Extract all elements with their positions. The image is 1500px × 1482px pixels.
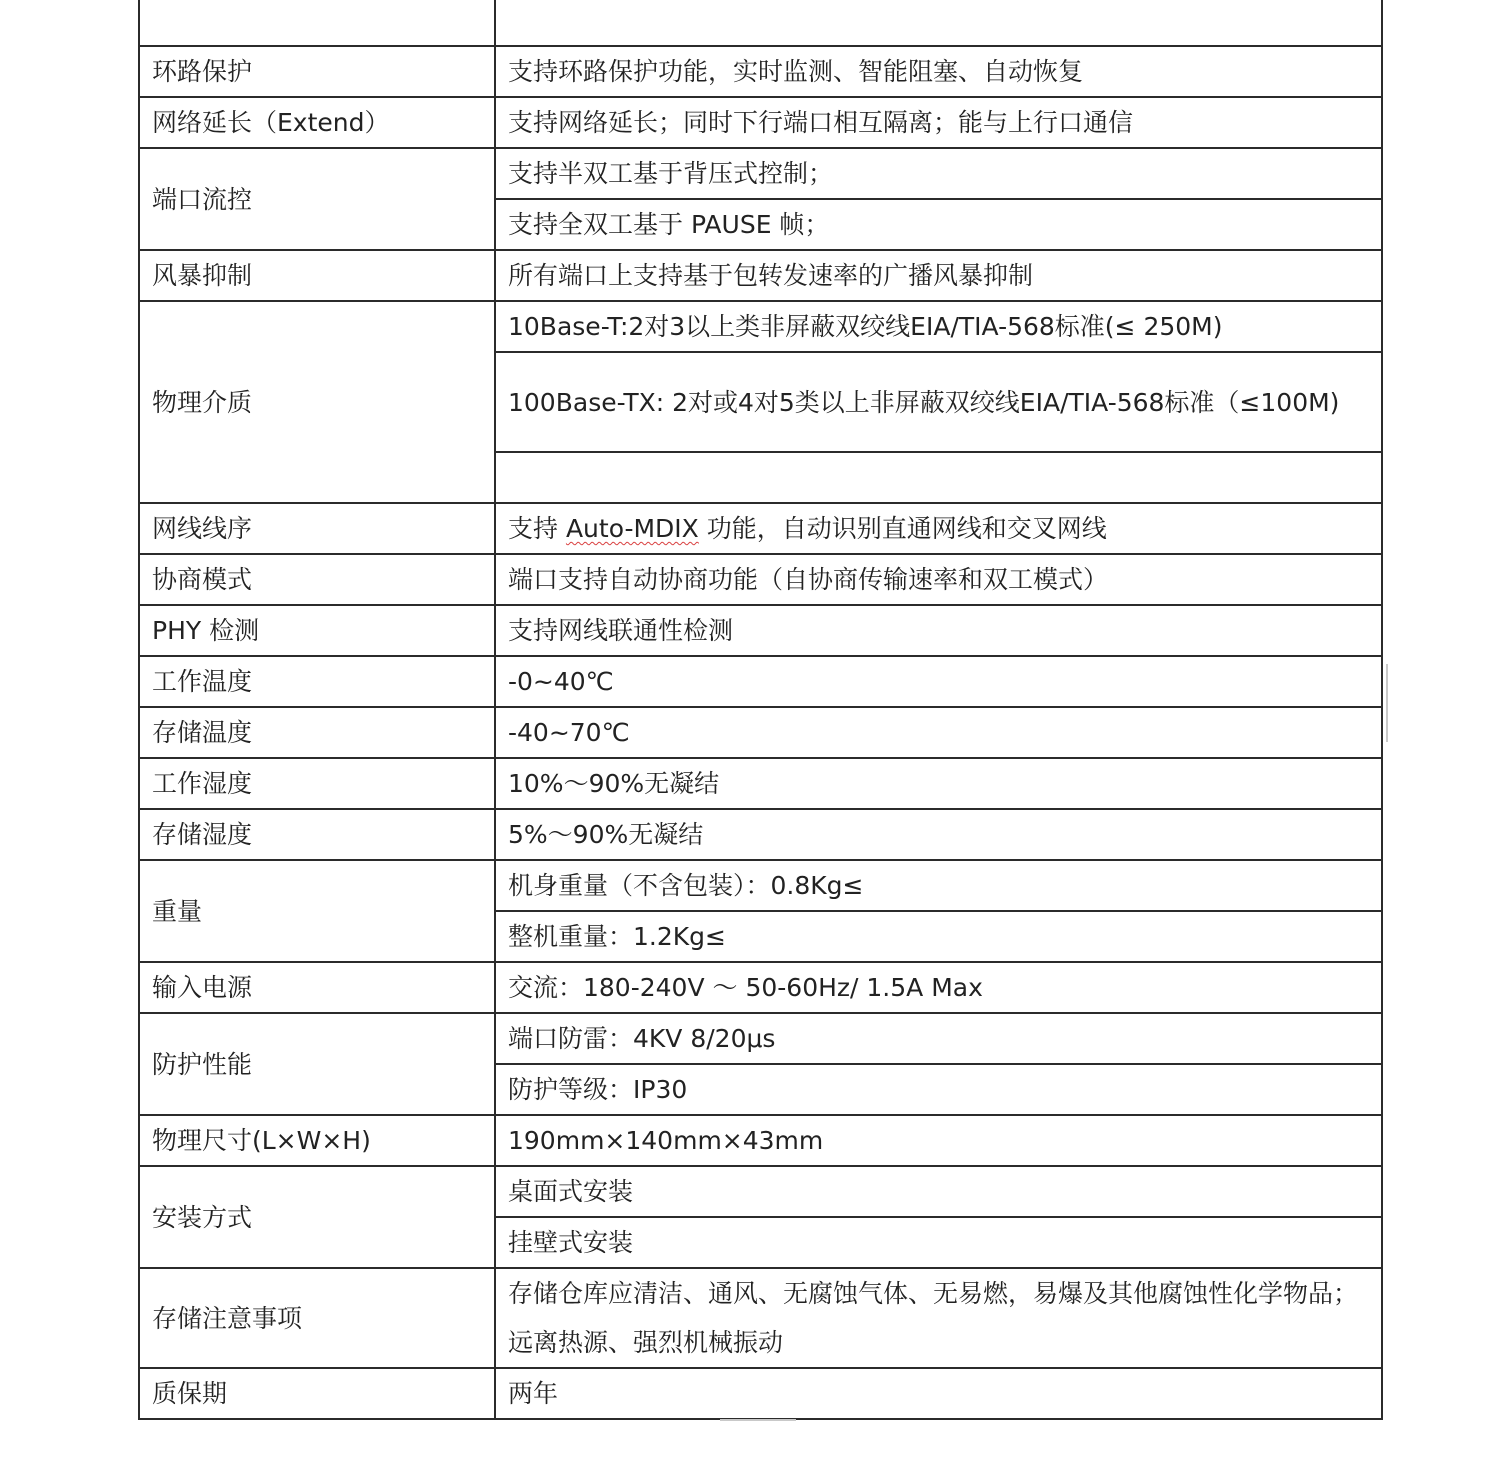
table-row (139, 962, 1382, 1013)
spec-value: 支持全双工基于 PAUSE 帧； (495, 199, 1382, 250)
spec-value: 整机重量：1.2Kg≤ (495, 911, 1382, 962)
spec-value: 存储仓库应清洁、通风、无腐蚀气体、无易燃，易爆及其他腐蚀性化学物品；远离热源、强烈机械振动 (495, 1268, 1382, 1368)
table-row (139, 46, 1382, 97)
spec-value: -0~40℃ (495, 656, 1382, 707)
spec-value: 挂壁式安装 (495, 1217, 1382, 1268)
spec-label: PHY 检测 (139, 605, 495, 656)
spec-value: 190mm×140mm×43mm (495, 1115, 1382, 1166)
table-row (139, 503, 1382, 554)
spec-label (139, 0, 495, 46)
page-edge-mark (720, 1419, 796, 1421)
table-row (139, 250, 1382, 301)
spec-label: 网络延长（Extend） (139, 97, 495, 148)
spec-value: 支持网线联通性检测 (495, 605, 1382, 656)
spec-value: 两年 (495, 1368, 1382, 1419)
table-row (139, 301, 1382, 352)
spec-label: 端口流控 (139, 148, 495, 250)
spec-value: -40~70℃ (495, 707, 1382, 758)
spec-value-suffix: 功能，自动识别直通网线和交叉网线 (698, 514, 1107, 543)
spec-label: 协商模式 (139, 554, 495, 605)
spec-value: 端口支持自动协商功能（自协商传输速率和双工模式） (495, 554, 1382, 605)
page-edge-mark (1386, 664, 1388, 742)
table-row (139, 707, 1382, 758)
spec-label: 存储温度 (139, 707, 495, 758)
spec-value: 10%～90%无凝结 (495, 758, 1382, 809)
spec-value: 所有端口上支持基于包转发速率的广播风暴抑制 (495, 250, 1382, 301)
table-row (139, 860, 1382, 911)
spec-label: 物理尺寸(L×W×H) (139, 1115, 495, 1166)
spec-value-prefix: 支持 (508, 514, 566, 543)
spec-value: 机身重量（不含包装）：0.8Kg≤ (495, 860, 1382, 911)
spec-label: 工作湿度 (139, 758, 495, 809)
spec-label: 安装方式 (139, 1166, 495, 1268)
table-row (139, 1166, 1382, 1217)
table-row (139, 1268, 1382, 1368)
spec-label: 防护性能 (139, 1013, 495, 1115)
table-row (139, 148, 1382, 199)
spec-value: 防护等级：IP30 (495, 1064, 1382, 1115)
table-row (139, 97, 1382, 148)
spec-label: 环路保护 (139, 46, 495, 97)
spec-value (495, 503, 1382, 554)
spec-label: 存储湿度 (139, 809, 495, 860)
spec-value: 交流：180-240V ～ 50-60Hz/ 1.5A Max (495, 962, 1382, 1013)
spec-label: 存储注意事项 (139, 1268, 495, 1368)
spec-value: 桌面式安装 (495, 1166, 1382, 1217)
table-row (139, 1368, 1382, 1419)
spec-label: 输入电源 (139, 962, 495, 1013)
table-row (139, 809, 1382, 860)
spec-label: 重量 (139, 860, 495, 962)
table-row (139, 554, 1382, 605)
table-row (139, 758, 1382, 809)
table-row (139, 605, 1382, 656)
spec-label: 质保期 (139, 1368, 495, 1419)
table-row (139, 1115, 1382, 1166)
spellcheck-flagged-word: Auto-MDIX (565, 514, 699, 543)
spec-label: 工作温度 (139, 656, 495, 707)
table-row (139, 1013, 1382, 1064)
spec-value: 支持半双工基于背压式控制； (495, 148, 1382, 199)
table-row (139, 0, 1382, 46)
spec-label: 风暴抑制 (139, 250, 495, 301)
spec-value: 支持环路保护功能，实时监测、智能阻塞、自动恢复 (495, 46, 1382, 97)
spec-value: 100Base-TX: 2对或4对5类以上非屏蔽双绞线EIA/TIA-568标准（≤100M) (495, 352, 1382, 452)
spec-value (495, 452, 1382, 503)
spec-value: 端口防雷：4KV 8/20μs (495, 1013, 1382, 1064)
spec-value: 支持网络延长；同时下行端口相互隔离；能与上行口通信 (495, 97, 1382, 148)
spec-value: 5%～90%无凝结 (495, 809, 1382, 860)
spec-label: 网线线序 (139, 503, 495, 554)
spec-value (495, 0, 1382, 46)
spec-value: 10Base-T:2对3以上类非屏蔽双绞线EIA/TIA-568标准(≤ 250M) (495, 301, 1382, 352)
spec-label: 物理介质 (139, 301, 495, 503)
table-row (139, 656, 1382, 707)
spec-table (138, 0, 1383, 1420)
